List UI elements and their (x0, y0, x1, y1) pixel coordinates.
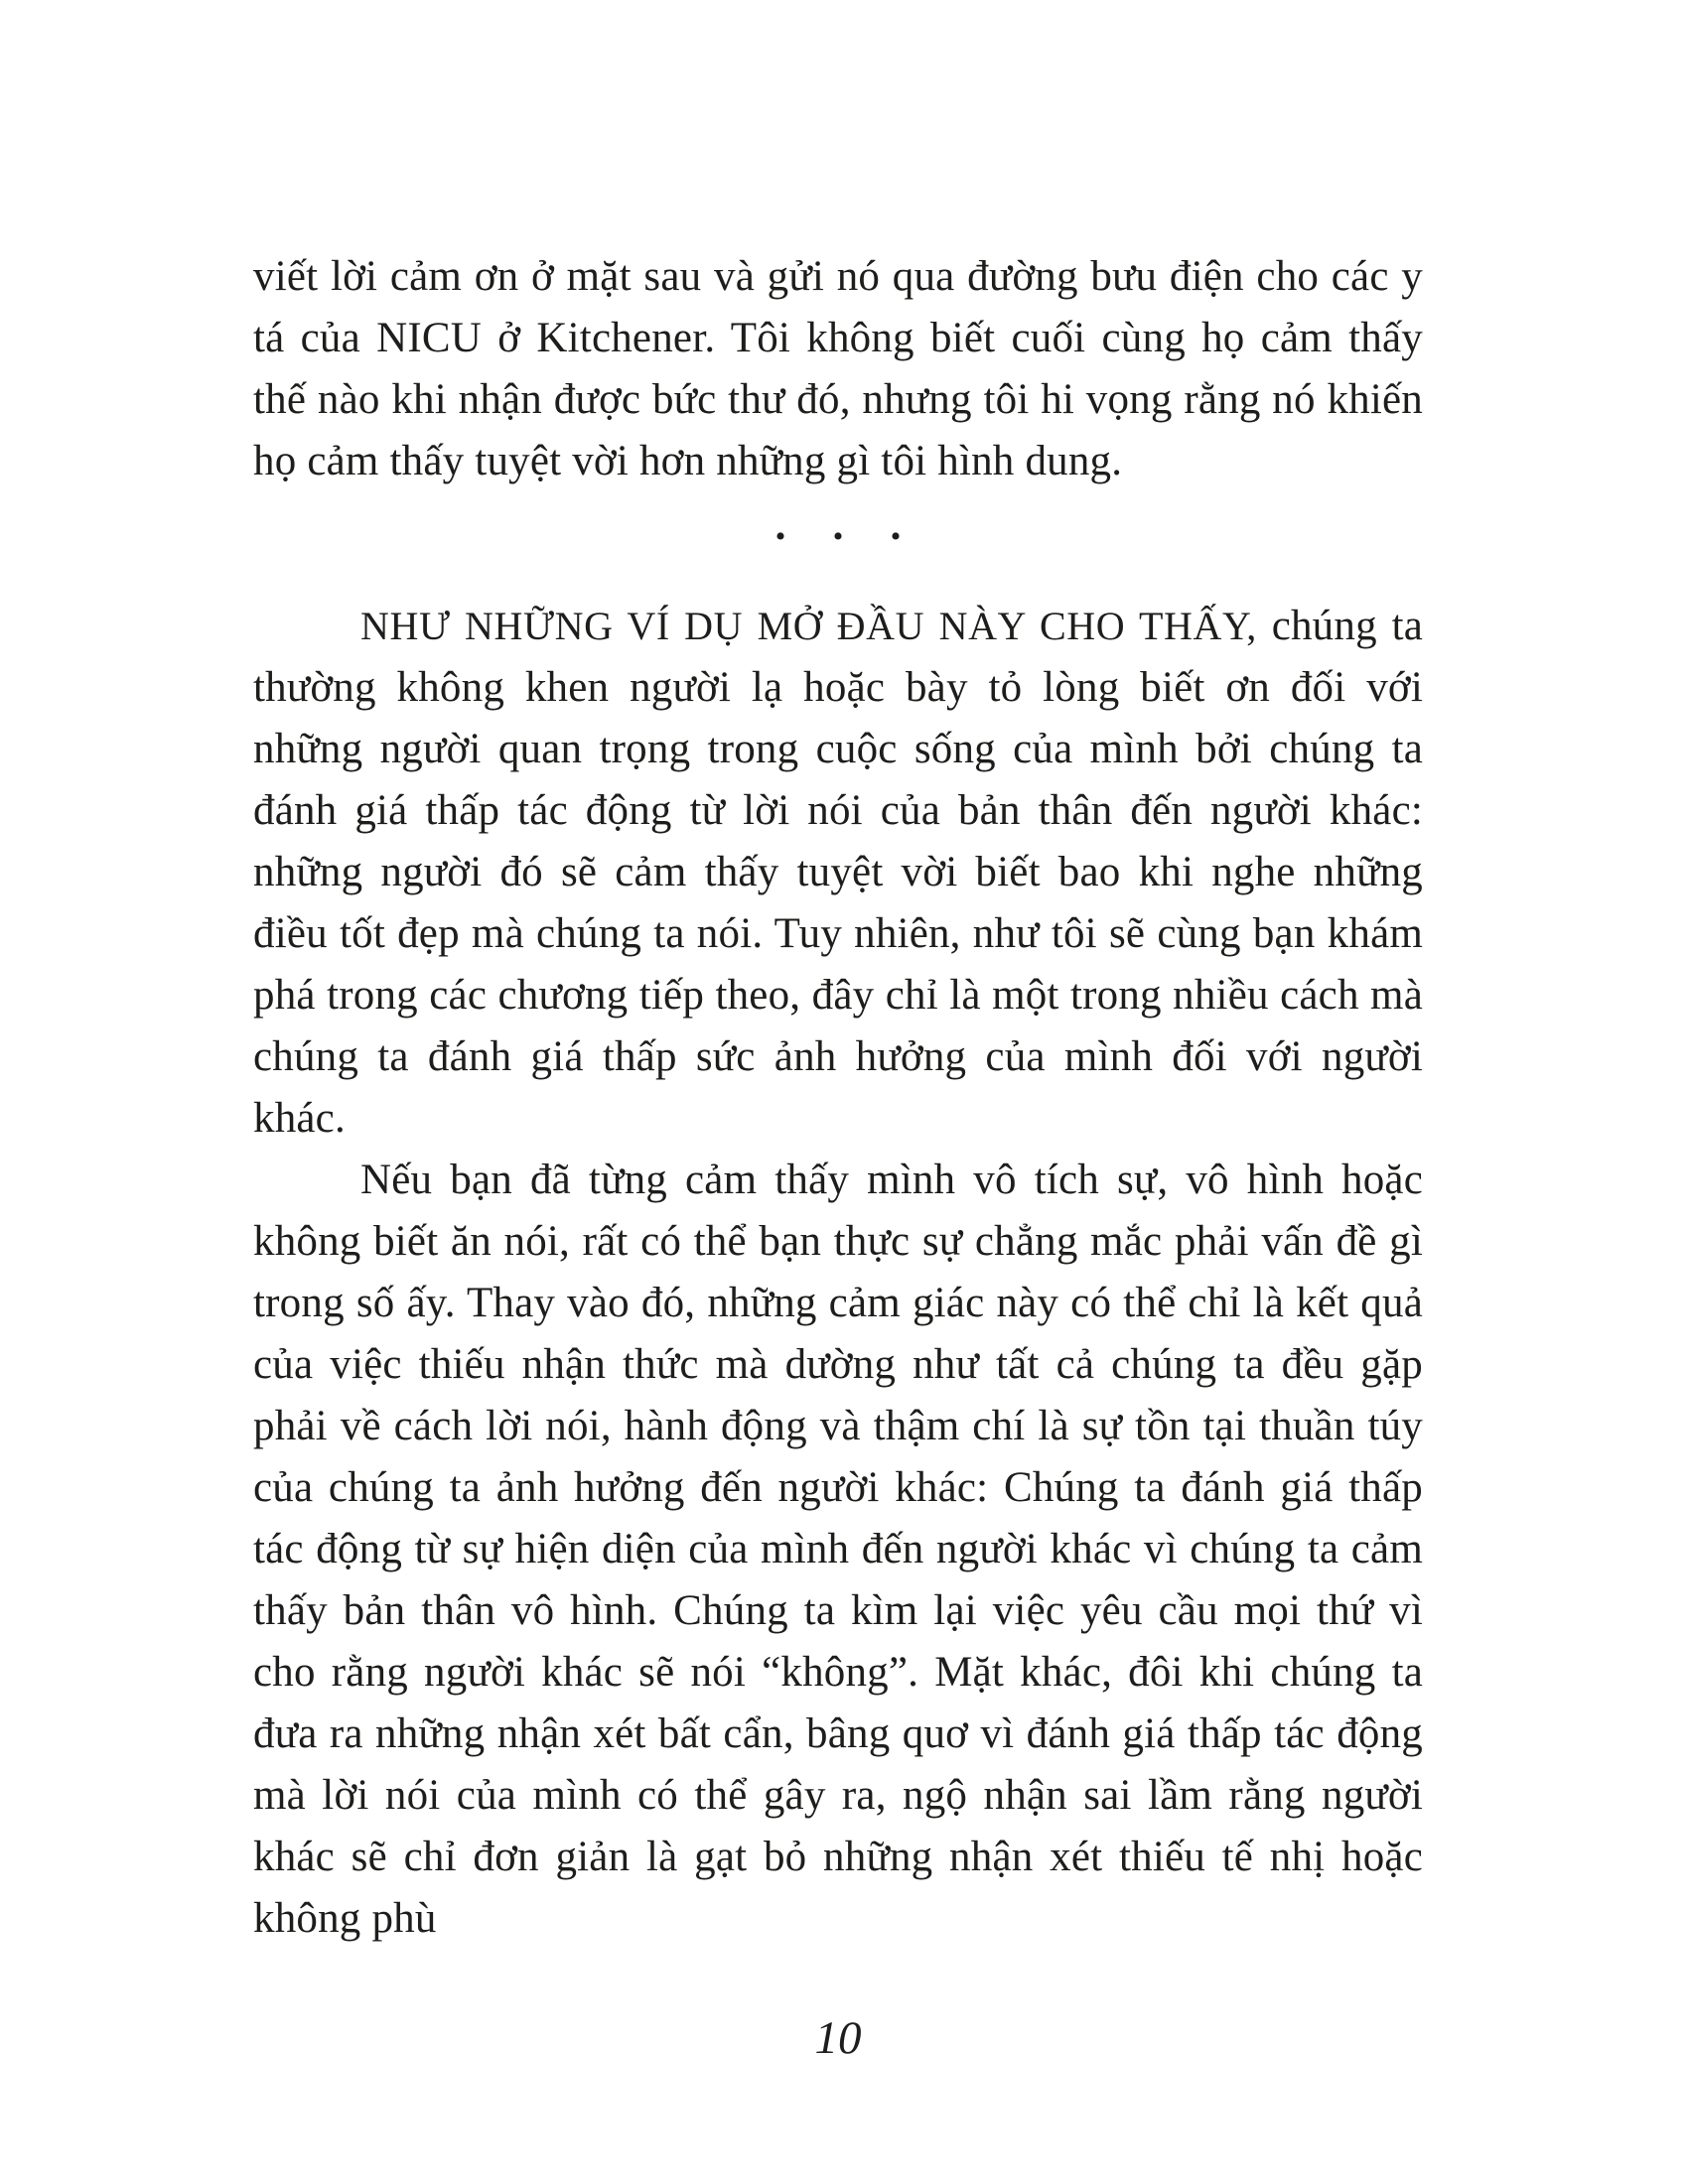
paragraph-section-opening-text: chúng ta thường không khen người lạ hoặc bày tỏ lòng biết ơn đối với những người quan trọng trong cuộc sống của mình bởi chúng ta đánh giá thấp tác động từ lời nói của bản thân đến người khác: những người đó sẽ cảm thấy tuyệt vời biết bao khi nghe những điều tốt đẹp mà chúng ta nói. Tuy nhiên, như tôi sẽ cùng bạn khám phá trong các chương tiếp theo, đây chỉ là một trong nhiều cách mà chúng ta đánh giá thấp sức ảnh hưởng của mình đối với người khác. (253, 603, 1423, 1142)
paragraph-body: Nếu bạn đã từng cảm thấy mình vô tích sự, vô hình hoặc không biết ăn nói, rất có thể bạn thực sự chẳng mắc phải vấn đề gì trong số ấy. Thay vào đó, những cảm giác này có thể chỉ là kết quả của việc thiếu nhận thức mà dường như tất cả chúng ta đều gặp phải về cách lời nói, hành động và thậm chí là sự tồn tại thuần túy của chúng ta ảnh hưởng đến người khác: Chúng ta đánh giá thấp tác động từ sự hiện diện của mình đến người khác vì chúng ta cảm thấy bản thân vô hình. Chúng ta kìm lại việc yêu cầu mọi thứ vì cho rằng người khác sẽ nói “không”. Mặt khác, đôi khi chúng ta đưa ra những nhận xét bất cẩn, bâng quơ vì đánh giá thấp tác động mà lời nói của mình có thể gây ra, ngộ nhận sai lầm rằng người khác sẽ chỉ đơn giản là gạt bỏ những nhận xét thiếu tế nhị hoặc không phù (253, 1157, 1423, 1942)
section-break-dots: • • • (774, 520, 902, 553)
paragraph-continuation: viết lời cảm ơn ở mặt sau và gửi nó qua đường bưu điện cho các y tá của NICU ở Kitchener. Tôi không biết cuối cùng họ cảm thấy thế nào khi nhận được bức thư đó, nhưng tôi hi vọng rằng nó khiến họ cảm thấy tuyệt vời hơn những gì tôi hình dung. (253, 253, 1423, 484)
lead-in-caps: NHƯ NHỮNG VÍ DỤ MỞ ĐẦU NÀY CHO THẤY, (360, 604, 1257, 648)
page-number: 10 (814, 2012, 862, 2064)
text-block (253, 246, 1423, 1950)
paragraph-section-opening (253, 596, 1423, 1150)
